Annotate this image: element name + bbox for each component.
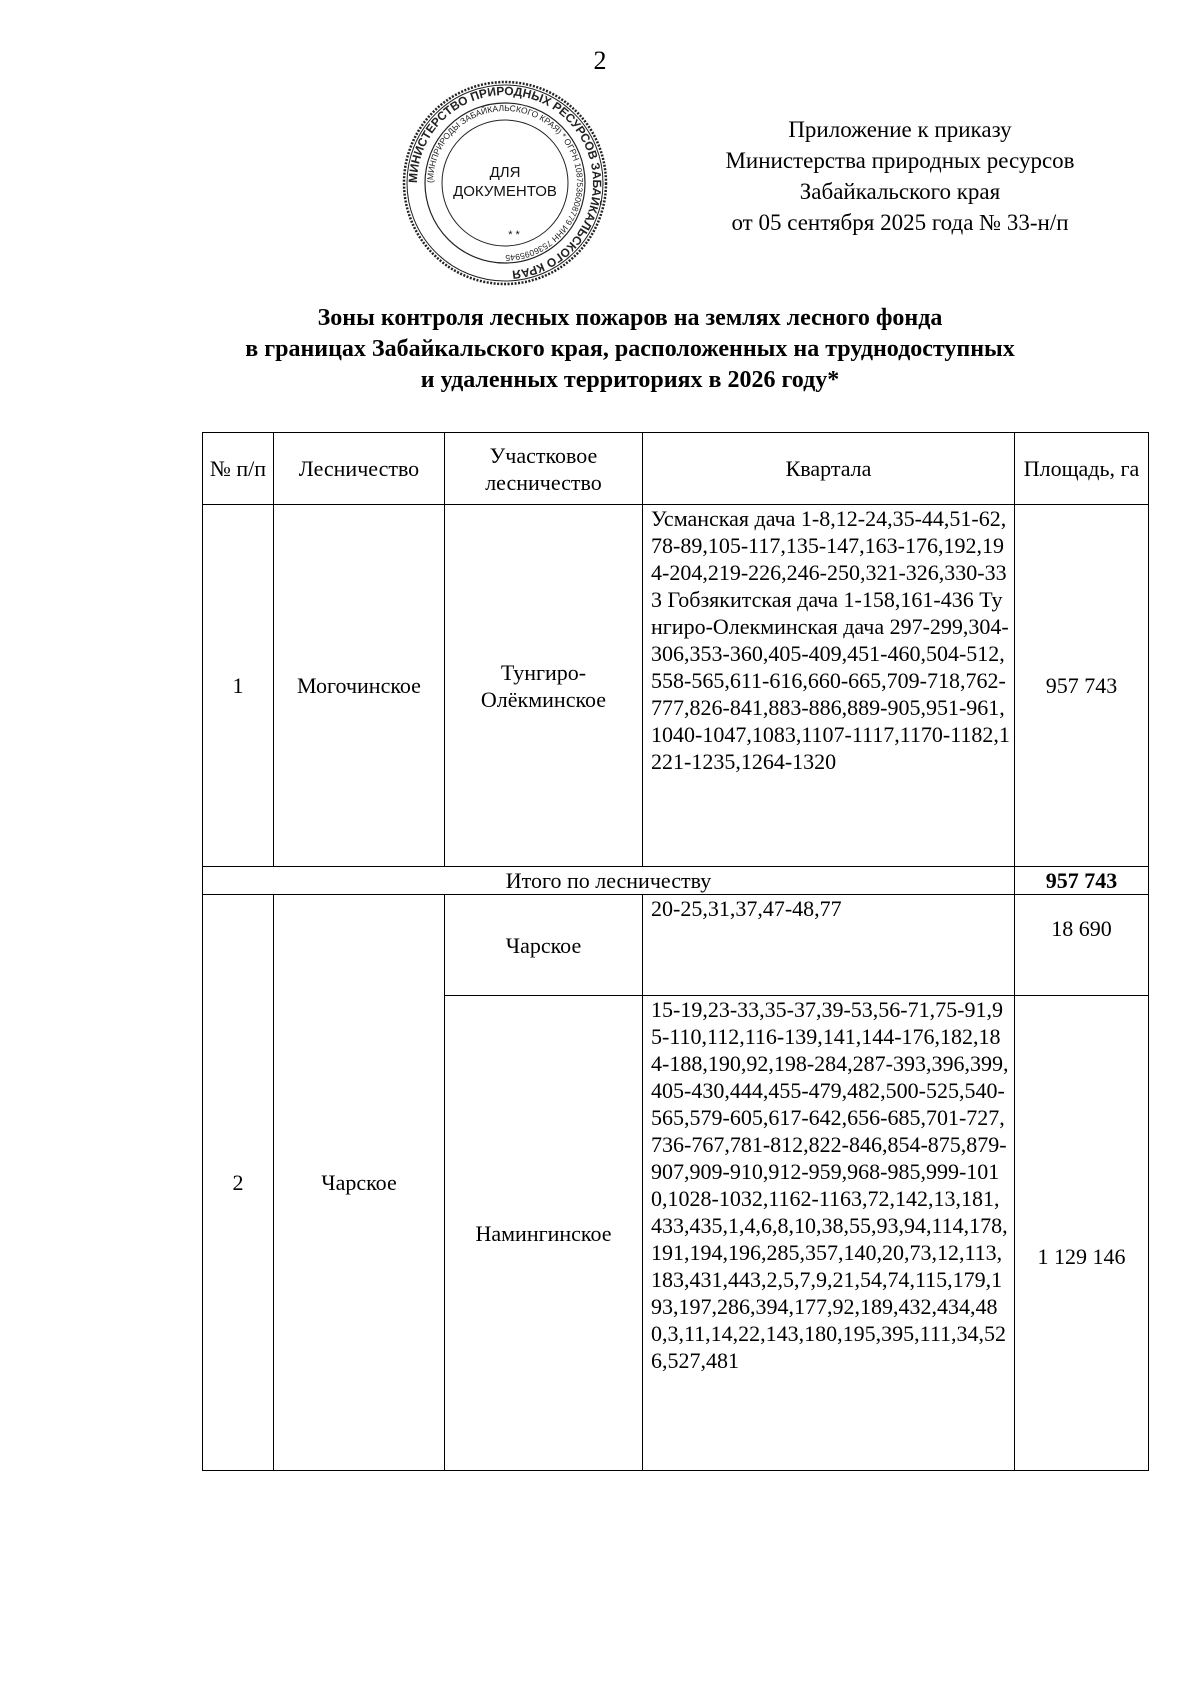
total-value: 957 743: [1015, 867, 1149, 895]
document-title: [100, 303, 1160, 396]
header-district: Участковое лесничество: [445, 433, 643, 505]
page-number: 2: [593, 46, 607, 75]
appendix-line-4: от 05 сентября 2025 года № 33-н/п: [731, 210, 1069, 235]
row-forestry: Могочинское: [274, 505, 445, 867]
appendix-line-1: Приложение к приказу: [788, 117, 1012, 142]
appendix-line-3: Забайкальского края: [799, 179, 1001, 204]
appendix-header: [700, 114, 1100, 238]
total-label: Итого по лесничеству: [203, 867, 1015, 895]
stamp-stars: * *: [508, 229, 520, 241]
title-line-2: в границах Забайкальского края, расположенных на труднодоступных: [245, 336, 1015, 362]
header-quarters: Квартала: [643, 433, 1015, 505]
table-row: [203, 895, 1149, 996]
row-area: 957 743: [1015, 505, 1149, 867]
row-quarters: Усманская дача 1-8,12-24,35-44,51-62,78-89,105-117,135-147,163-176,192,194-204,219-226,246-250,321-326,330-333 Гобзякитская дача 1-158,161-436 Тунгиро-Олекминская дача 297-299,304-306,353-360,405-409,451-460,504-512,558-565,611-616,660-665,709-718,762-777,826-841,883-886,889-905,951-961,1040-1047,1083,1107-1117,1170-1182,1221-1235,1264-1320: [643, 505, 1015, 867]
header-num: № п/п: [203, 433, 274, 505]
row-quarters: 15-19,23-33,35-37,39-53,56-71,75-91,95-110,112,116-139,141,144-176,182,184-188,190,92,198-284,287-393,396,399,405-430,444,455-479,482,500-525,540-565,579-605,617-642,656-685,701-727,736-767,781-812,822-846,854-875,879-907,909-910,912-959,968-985,999-1010,1028-1032,1162-1163,72,142,13,181,433,435,1,4,6,8,10,38,55,93,94,114,178,191,194,196,285,357,140,20,73,12,113,183,431,443,2,5,7,9,21,54,74,115,179,193,197,286,394,177,92,189,432,434,480,3,11,14,22,143,180,195,395,111,34,526,527,481: [643, 996, 1015, 1471]
row-area: 18 690: [1015, 895, 1149, 996]
stamp-inner-text: (МИНПРИРОДЫ ЗАБАЙКАЛЬСКОГО КРАЯ) * ОГРН 1087536008779 ИНН 7536095945: [424, 102, 586, 264]
stamp-ring-text: МИНИСТЕРСТВО ПРИРОДНЫХ РЕСУРСОВ ЗАБАЙКАЛЬСКОГО КРАЯ: [405, 83, 605, 282]
table-header-row: [203, 433, 1149, 505]
stamp-center-line-2: ДОКУМЕНТОВ: [453, 183, 557, 200]
header-forestry: Лесничество: [274, 433, 445, 505]
table-total-row: [203, 867, 1149, 895]
row-forestry: Чарское: [274, 895, 445, 1471]
table-row: [203, 505, 1149, 867]
row-district: Намингинское: [445, 996, 643, 1471]
row-area: 1 129 146: [1015, 996, 1149, 1471]
row-num: 2: [203, 895, 274, 1471]
title-line-1: Зоны контроля лесных пожаров на землях лесного фонда: [317, 305, 943, 331]
header-area: Площадь, га: [1015, 433, 1149, 505]
row-district: Чарское: [445, 895, 643, 996]
row-quarters: 20-25,31,37,47-48,77: [643, 895, 1015, 996]
title-line-3: и удаленных территориях в 2026 году*: [420, 367, 840, 393]
fire-control-zones-table: [202, 432, 1149, 1471]
row-district: Тунгиро-Олёкминское: [445, 505, 643, 867]
official-seal: [400, 78, 610, 288]
stamp-center-line-1: ДЛЯ: [489, 164, 521, 181]
row-num: 1: [203, 505, 274, 867]
appendix-line-2: Министерства природных ресурсов: [725, 148, 1075, 173]
